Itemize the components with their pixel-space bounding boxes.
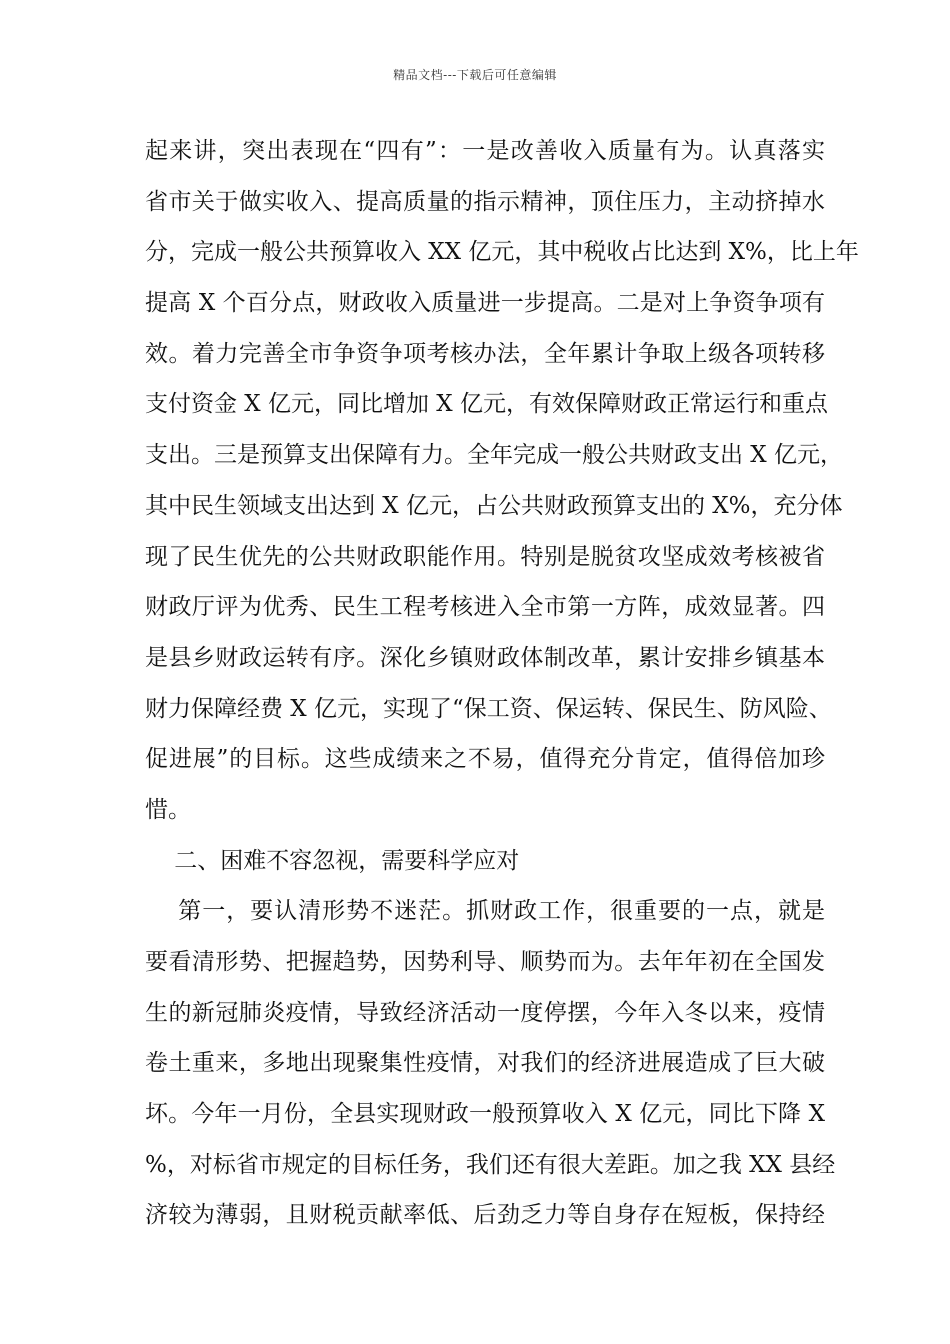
text-line: 促进展”的目标。这些成绩来之不易，值得充分肯定，值得倍加珍 bbox=[145, 746, 825, 773]
text-line: 现了民生优先的公共财政职能作用。特别是脱贫攻坚成效考核被省 bbox=[145, 543, 825, 570]
text-line: 要看清形势、把握趋势，因势利导、顺势而为。去年年初在全国发 bbox=[145, 949, 825, 975]
text-line: 分，完成一般公共预算收入 XX 亿元，其中税收占比达到 X%，比上年 bbox=[145, 239, 859, 266]
text-line: 济较为薄弱，且财税贡献率低、后劲乏力等自身存在短板，保持经 bbox=[145, 1202, 825, 1229]
text-line: 第一，要认清形势不迷茫。抓财政工作，很重要的一点，就是 bbox=[145, 898, 825, 925]
text-line: 惜。 bbox=[145, 796, 191, 823]
text-line: 坏。今年一月份，全县实现财政一般预算收入 X 亿元，同比下降 X bbox=[145, 1101, 825, 1128]
text-line: 支付资金 X 亿元，同比增加 X 亿元，有效保障财政正常运行和重点 bbox=[145, 391, 828, 418]
text-line: %，对标省市规定的目标任务，我们还有很大差距。加之我 XX 县经 bbox=[145, 1151, 836, 1178]
text-line: 卷土重来，多地出现聚集性疫情，对我们的经济进展造成了巨大破 bbox=[145, 1050, 825, 1077]
text-line: 省市关于做实收入、提高质量的指示精神，顶住压力，主动挤掉水 bbox=[145, 188, 825, 215]
text-line: 起来讲，突出表现在“四有”：一是改善收入质量有为。认真落实 bbox=[145, 138, 825, 164]
text-line: 支出。三是预算支出保障有力。全年完成一般公共财政支出 X 亿元， bbox=[145, 442, 843, 469]
text-line: 效。着力完善全市争资争项考核办法，全年累计争取上级各项转移 bbox=[145, 340, 825, 367]
text-line: 其中民生领域支出达到 X 亿元，占公共财政预算支出的 X%，充分体 bbox=[145, 492, 843, 519]
text-line: 财力保障经费 X 亿元，实现了“保工资、保运转、保民生、防风险、 bbox=[145, 695, 832, 722]
text-line: 是县乡财政运转有序。深化乡镇财政体制改革，累计安排乡镇基本 bbox=[145, 644, 825, 671]
page-header: 精品文档---下载后可任意编辑 bbox=[393, 68, 557, 82]
text-line: 生的新冠肺炎疫情，导致经济活动一度停摆，今年入冬以来，疫情 bbox=[145, 999, 825, 1026]
text-line: 财政厅评为优秀、民生工程考核进入全市第一方阵，成效显著。四 bbox=[145, 594, 825, 621]
document-body bbox=[145, 126, 859, 1241]
section-heading: 二、困难不容忽视，需要科学应对 bbox=[145, 847, 520, 874]
text-line: 提高 X 个百分点，财政收入质量进一步提高。二是对上争资争项有 bbox=[145, 290, 825, 317]
